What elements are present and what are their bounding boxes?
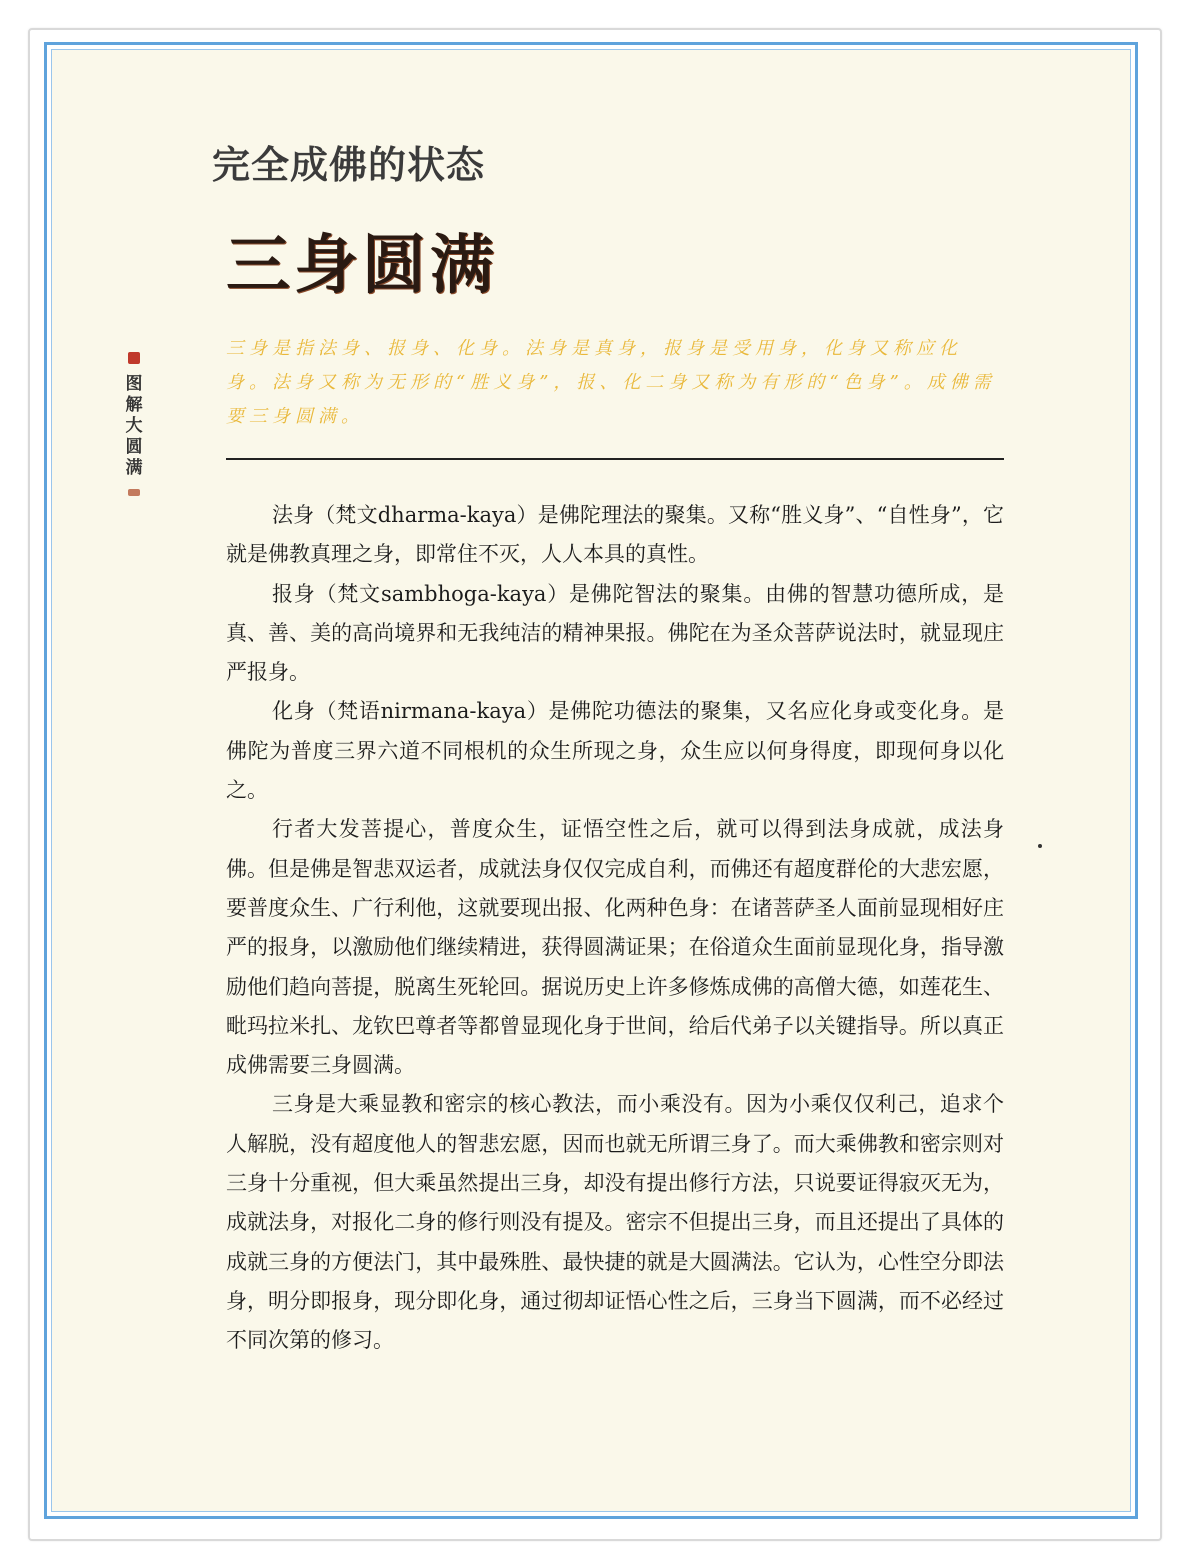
- article-body: [226, 496, 1004, 1361]
- paragraph-three-bodies-attainment: 行者大发菩提心，普度众生，证悟空性之后，就可以得到法身成就，成法身佛。但是佛是智悲双运者，成就法身仅仅完成自利，而佛还有超度群伦的大悲宏愿，要普度众生、广行利他，这就要现出报、化两种色身：在诸菩萨圣人面前显现相好庄严的报身，以激励他们继续精进，获得圆满证果；在俗道众生面前显现化身，指导激励他们趋向菩提，脱离生死轮回。据说历史上许多修炼成佛的高僧大德，如莲花生、毗玛拉米扎、龙钦巴尊者等都曾显现化身于世间，给后代弟子以关键指导。所以真正成佛需要三身圆满。: [226, 817, 1004, 1078]
- section-kicker: 完全成佛的状态: [212, 143, 486, 187]
- sidebar-book-title: 图解大圆满: [125, 374, 143, 478]
- seal-mark-icon: [128, 489, 140, 496]
- title-divider: [226, 458, 1004, 460]
- red-seal-icon: [128, 352, 140, 364]
- paragraph-sambhogakaya: 报身（梵文sambhoga-kaya）是佛陀智法的聚集。由佛的智慧功德所成，是真、善、美的高尚境界和无我纯洁的精神果报。佛陀在为圣众菩萨说法时，就显现庄严报身。: [226, 581, 1004, 685]
- page-title: 三身圆满: [226, 228, 498, 303]
- speck-mark: [1038, 844, 1042, 848]
- intro-summary: 三身是指法身、报身、化身。法身是真身，报身是受用身，化身又称应化身。法身又称为无形的“胜义身”，报、化二身又称为有形的“色身”。成佛需要三身圆满。: [226, 338, 996, 427]
- paragraph-nirmanakaya: 化身（梵语nirmana-kaya）是佛陀功德法的聚集，又名应化身或变化身。是佛陀为普度三界六道不同根机的众生所现之身，众生应以何身得度，即现何身以化之。: [226, 699, 1004, 803]
- paragraph-mahayana-vajrayana: 三身是大乘显教和密宗的核心教法，而小乘没有。因为小乘仅仅利己，追求个人解脱，没有超度他人的智悲宏愿，因而也就无所谓三身了。而大乘佛教和密宗则对三身十分重视，但大乘虽然提出三身，却没有提出修行方法，只说要证得寂灭无为，成就法身，对报化二身的修行则没有提及。密宗不但提出三身，而且还提出了具体的成就三身的方便法门，其中最殊胜、最快捷的就是大圆满法。它认为，心性空分即法身，明分即报身，现分即化身，通过彻却证悟心性之后，三身当下圆满，而不必经过不同次第的修习。: [226, 1092, 1004, 1353]
- sidebar-tab: [122, 352, 146, 496]
- paragraph-dharmakaya: 法身（梵文dharma-kaya）是佛陀理法的聚集。又称“胜义身”、“自性身”，它就是佛教真理之身，即常住不灭，人人本具的真性。: [226, 503, 1004, 567]
